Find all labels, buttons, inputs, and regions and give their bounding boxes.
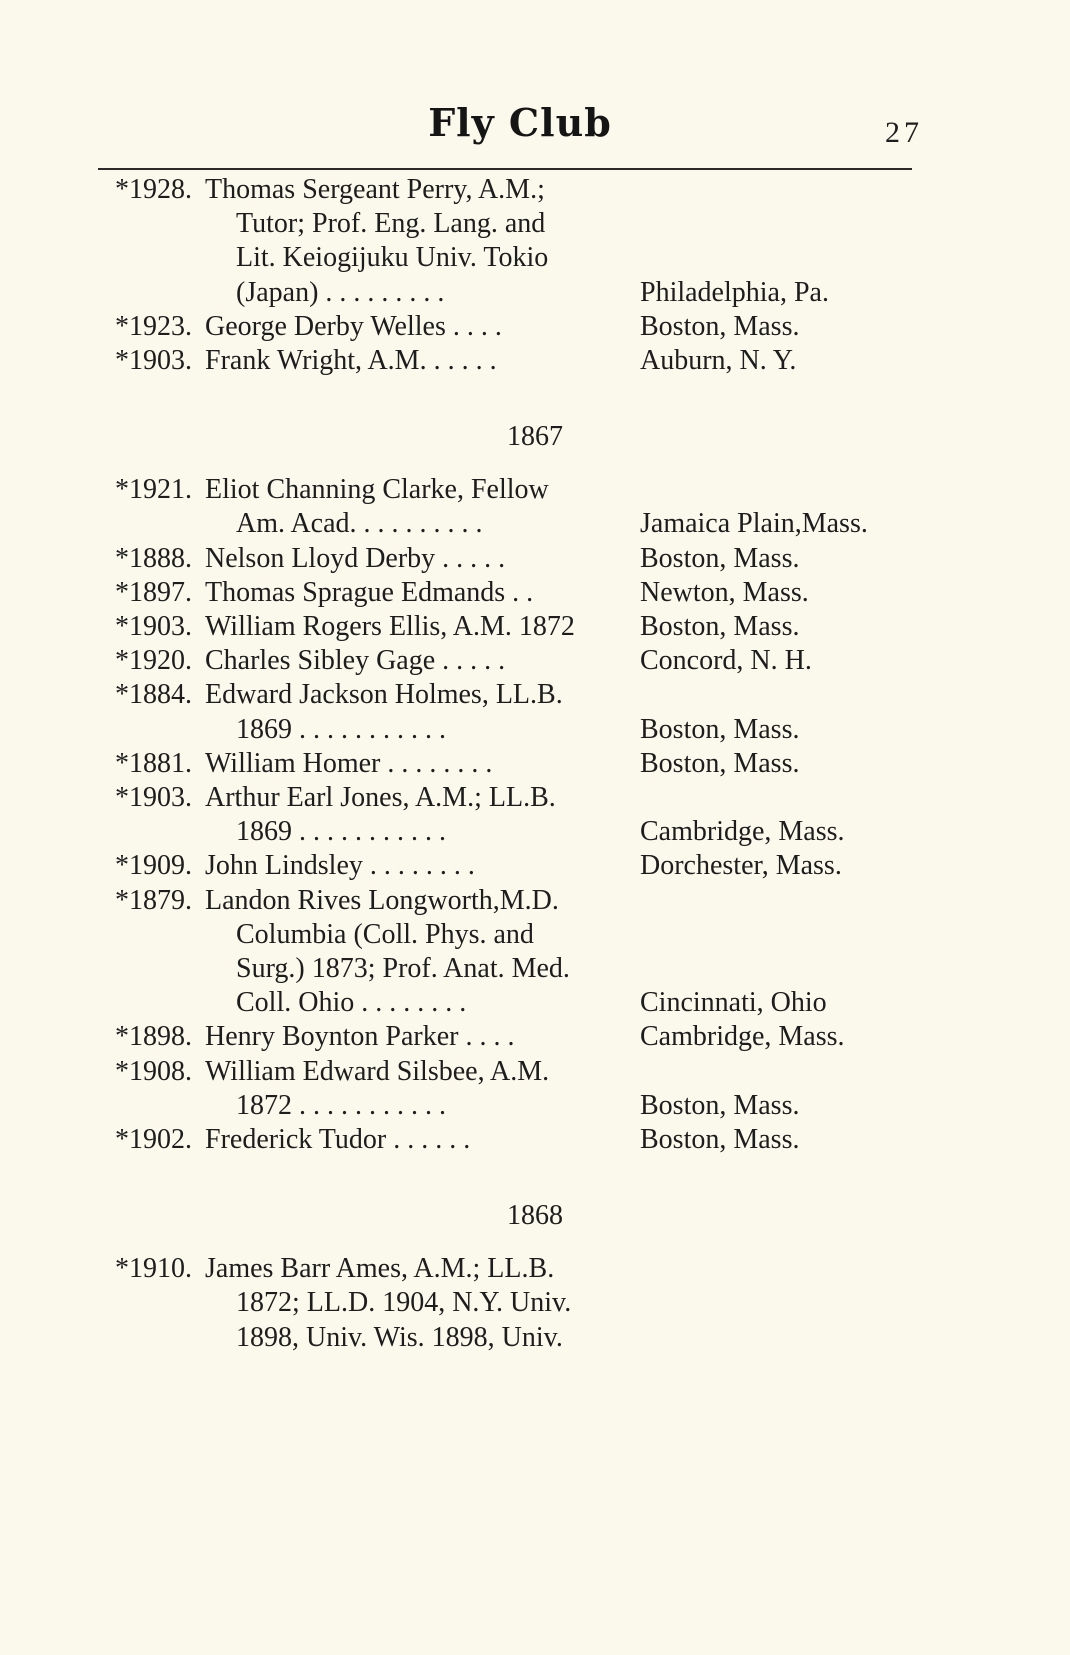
member-residence: Concord, N. H. bbox=[640, 645, 812, 676]
death-year: *1921. bbox=[115, 474, 192, 505]
member-entry-line bbox=[0, 172, 1070, 208]
member-name: Frederick Tudor . . . . . . bbox=[205, 1124, 471, 1155]
death-year: *1910. bbox=[115, 1253, 192, 1284]
member-name: William Homer . . . . . . . . bbox=[205, 748, 493, 779]
member-detail: Surg.) 1873; Prof. Anat. Med. bbox=[236, 953, 570, 984]
member-entry-line bbox=[0, 746, 1070, 782]
member-entry-line bbox=[0, 1122, 1070, 1158]
member-detail: Lit. Keiogijuku Univ. Tokio bbox=[236, 242, 549, 273]
member-residence: Boston, Mass. bbox=[640, 1090, 800, 1121]
member-detail: Tutor; Prof. Eng. Lang. and bbox=[236, 208, 546, 239]
member-detail: Coll. Ohio . . . . . . . . bbox=[236, 987, 467, 1018]
member-residence: Boston, Mass. bbox=[640, 748, 800, 779]
member-entry-line bbox=[0, 309, 1070, 345]
member-entry-line bbox=[0, 1251, 1070, 1287]
death-year: *1928. bbox=[115, 174, 192, 205]
member-name: William Rogers Ellis, A.M. 1872 bbox=[205, 611, 575, 642]
member-entry-line bbox=[0, 1019, 1070, 1055]
member-entry-line bbox=[0, 985, 1070, 1021]
member-detail: 1872; LL.D. 1904, N.Y. Univ. bbox=[236, 1287, 572, 1318]
member-name: Thomas Sergeant Perry, A.M.; bbox=[205, 174, 545, 205]
member-name: James Barr Ames, A.M.; LL.B. bbox=[205, 1253, 555, 1284]
member-detail: 1898, Univ. Wis. 1898, Univ. bbox=[236, 1322, 563, 1353]
death-year: *1898. bbox=[115, 1021, 192, 1052]
death-year: *1902. bbox=[115, 1124, 192, 1155]
member-residence: Cincinnati, Ohio bbox=[640, 987, 827, 1018]
member-entry-line bbox=[0, 780, 1070, 816]
member-residence: Boston, Mass. bbox=[640, 311, 800, 342]
member-name: Thomas Sprague Edmands . . bbox=[205, 577, 534, 608]
member-residence: Boston, Mass. bbox=[640, 543, 800, 574]
member-residence: Cambridge, Mass. bbox=[640, 816, 845, 847]
member-name: Eliot Channing Clarke, Fellow bbox=[205, 474, 549, 505]
member-residence: Newton, Mass. bbox=[640, 577, 809, 608]
member-entry-line bbox=[0, 1054, 1070, 1090]
member-name: Edward Jackson Holmes, LL.B. bbox=[205, 679, 563, 710]
member-detail: Am. Acad. . . . . . . . . . bbox=[236, 508, 483, 539]
member-entry-line bbox=[0, 1320, 1070, 1356]
member-entry-line bbox=[0, 240, 1070, 276]
member-entry-line bbox=[0, 848, 1070, 884]
member-residence: Auburn, N. Y. bbox=[640, 345, 797, 376]
member-name: John Lindsley . . . . . . . . bbox=[205, 850, 475, 881]
death-year: *1879. bbox=[115, 885, 192, 916]
member-name: William Edward Silsbee, A.M. bbox=[205, 1056, 550, 1087]
member-name: Frank Wright, A.M. . . . . . bbox=[205, 345, 497, 376]
class-year-heading: 1868 bbox=[507, 1200, 563, 1232]
member-detail: 1869 . . . . . . . . . . . bbox=[236, 816, 446, 847]
member-detail: Columbia (Coll. Phys. and bbox=[236, 919, 534, 950]
member-detail: (Japan) . . . . . . . . . bbox=[236, 277, 445, 308]
death-year: *1903. bbox=[115, 782, 192, 813]
member-entry-line bbox=[0, 275, 1070, 311]
member-entry-line bbox=[0, 1285, 1070, 1321]
member-entry-line bbox=[0, 575, 1070, 611]
member-entry-line bbox=[0, 951, 1070, 987]
death-year: *1903. bbox=[115, 345, 192, 376]
death-year: *1884. bbox=[115, 679, 192, 710]
member-entry-line bbox=[0, 677, 1070, 713]
member-residence: Boston, Mass. bbox=[640, 714, 800, 745]
page-header-title: Fly Club bbox=[428, 100, 612, 145]
death-year: *1897. bbox=[115, 577, 192, 608]
member-entry-line bbox=[0, 206, 1070, 242]
page-number: 27 bbox=[885, 116, 923, 149]
member-entry-line bbox=[0, 883, 1070, 919]
member-entry-line bbox=[0, 506, 1070, 542]
member-detail: 1869 . . . . . . . . . . . bbox=[236, 714, 446, 745]
member-name: Nelson Lloyd Derby . . . . . bbox=[205, 543, 506, 574]
death-year: *1903. bbox=[115, 611, 192, 642]
death-year: *1881. bbox=[115, 748, 192, 779]
member-entry-line bbox=[0, 609, 1070, 645]
member-name: Charles Sibley Gage . . . . . bbox=[205, 645, 506, 676]
member-name: Landon Rives Longworth,M.D. bbox=[205, 885, 559, 916]
class-year-heading: 1867 bbox=[507, 421, 563, 453]
member-name: George Derby Welles . . . . bbox=[205, 311, 502, 342]
member-entry-line bbox=[0, 1088, 1070, 1124]
member-entry-line bbox=[0, 541, 1070, 577]
death-year: *1920. bbox=[115, 645, 192, 676]
death-year: *1909. bbox=[115, 850, 192, 881]
member-entry-line bbox=[0, 917, 1070, 953]
member-residence: Boston, Mass. bbox=[640, 1124, 800, 1155]
member-entry-line bbox=[0, 814, 1070, 850]
member-residence: Boston, Mass. bbox=[640, 611, 800, 642]
member-name: Henry Boynton Parker . . . . bbox=[205, 1021, 515, 1052]
member-name: Arthur Earl Jones, A.M.; LL.B. bbox=[205, 782, 556, 813]
death-year: *1888. bbox=[115, 543, 192, 574]
member-entry-line bbox=[0, 472, 1070, 508]
member-entry-line bbox=[0, 343, 1070, 379]
death-year: *1923. bbox=[115, 311, 192, 342]
member-entry-line bbox=[0, 712, 1070, 748]
death-year: *1908. bbox=[115, 1056, 192, 1087]
member-residence: Jamaica Plain,Mass. bbox=[640, 508, 868, 539]
member-detail: 1872 . . . . . . . . . . . bbox=[236, 1090, 446, 1121]
member-residence: Cambridge, Mass. bbox=[640, 1021, 845, 1052]
member-residence: Dorchester, Mass. bbox=[640, 850, 842, 881]
member-entry-line bbox=[0, 643, 1070, 679]
member-residence: Philadelphia, Pa. bbox=[640, 277, 829, 308]
